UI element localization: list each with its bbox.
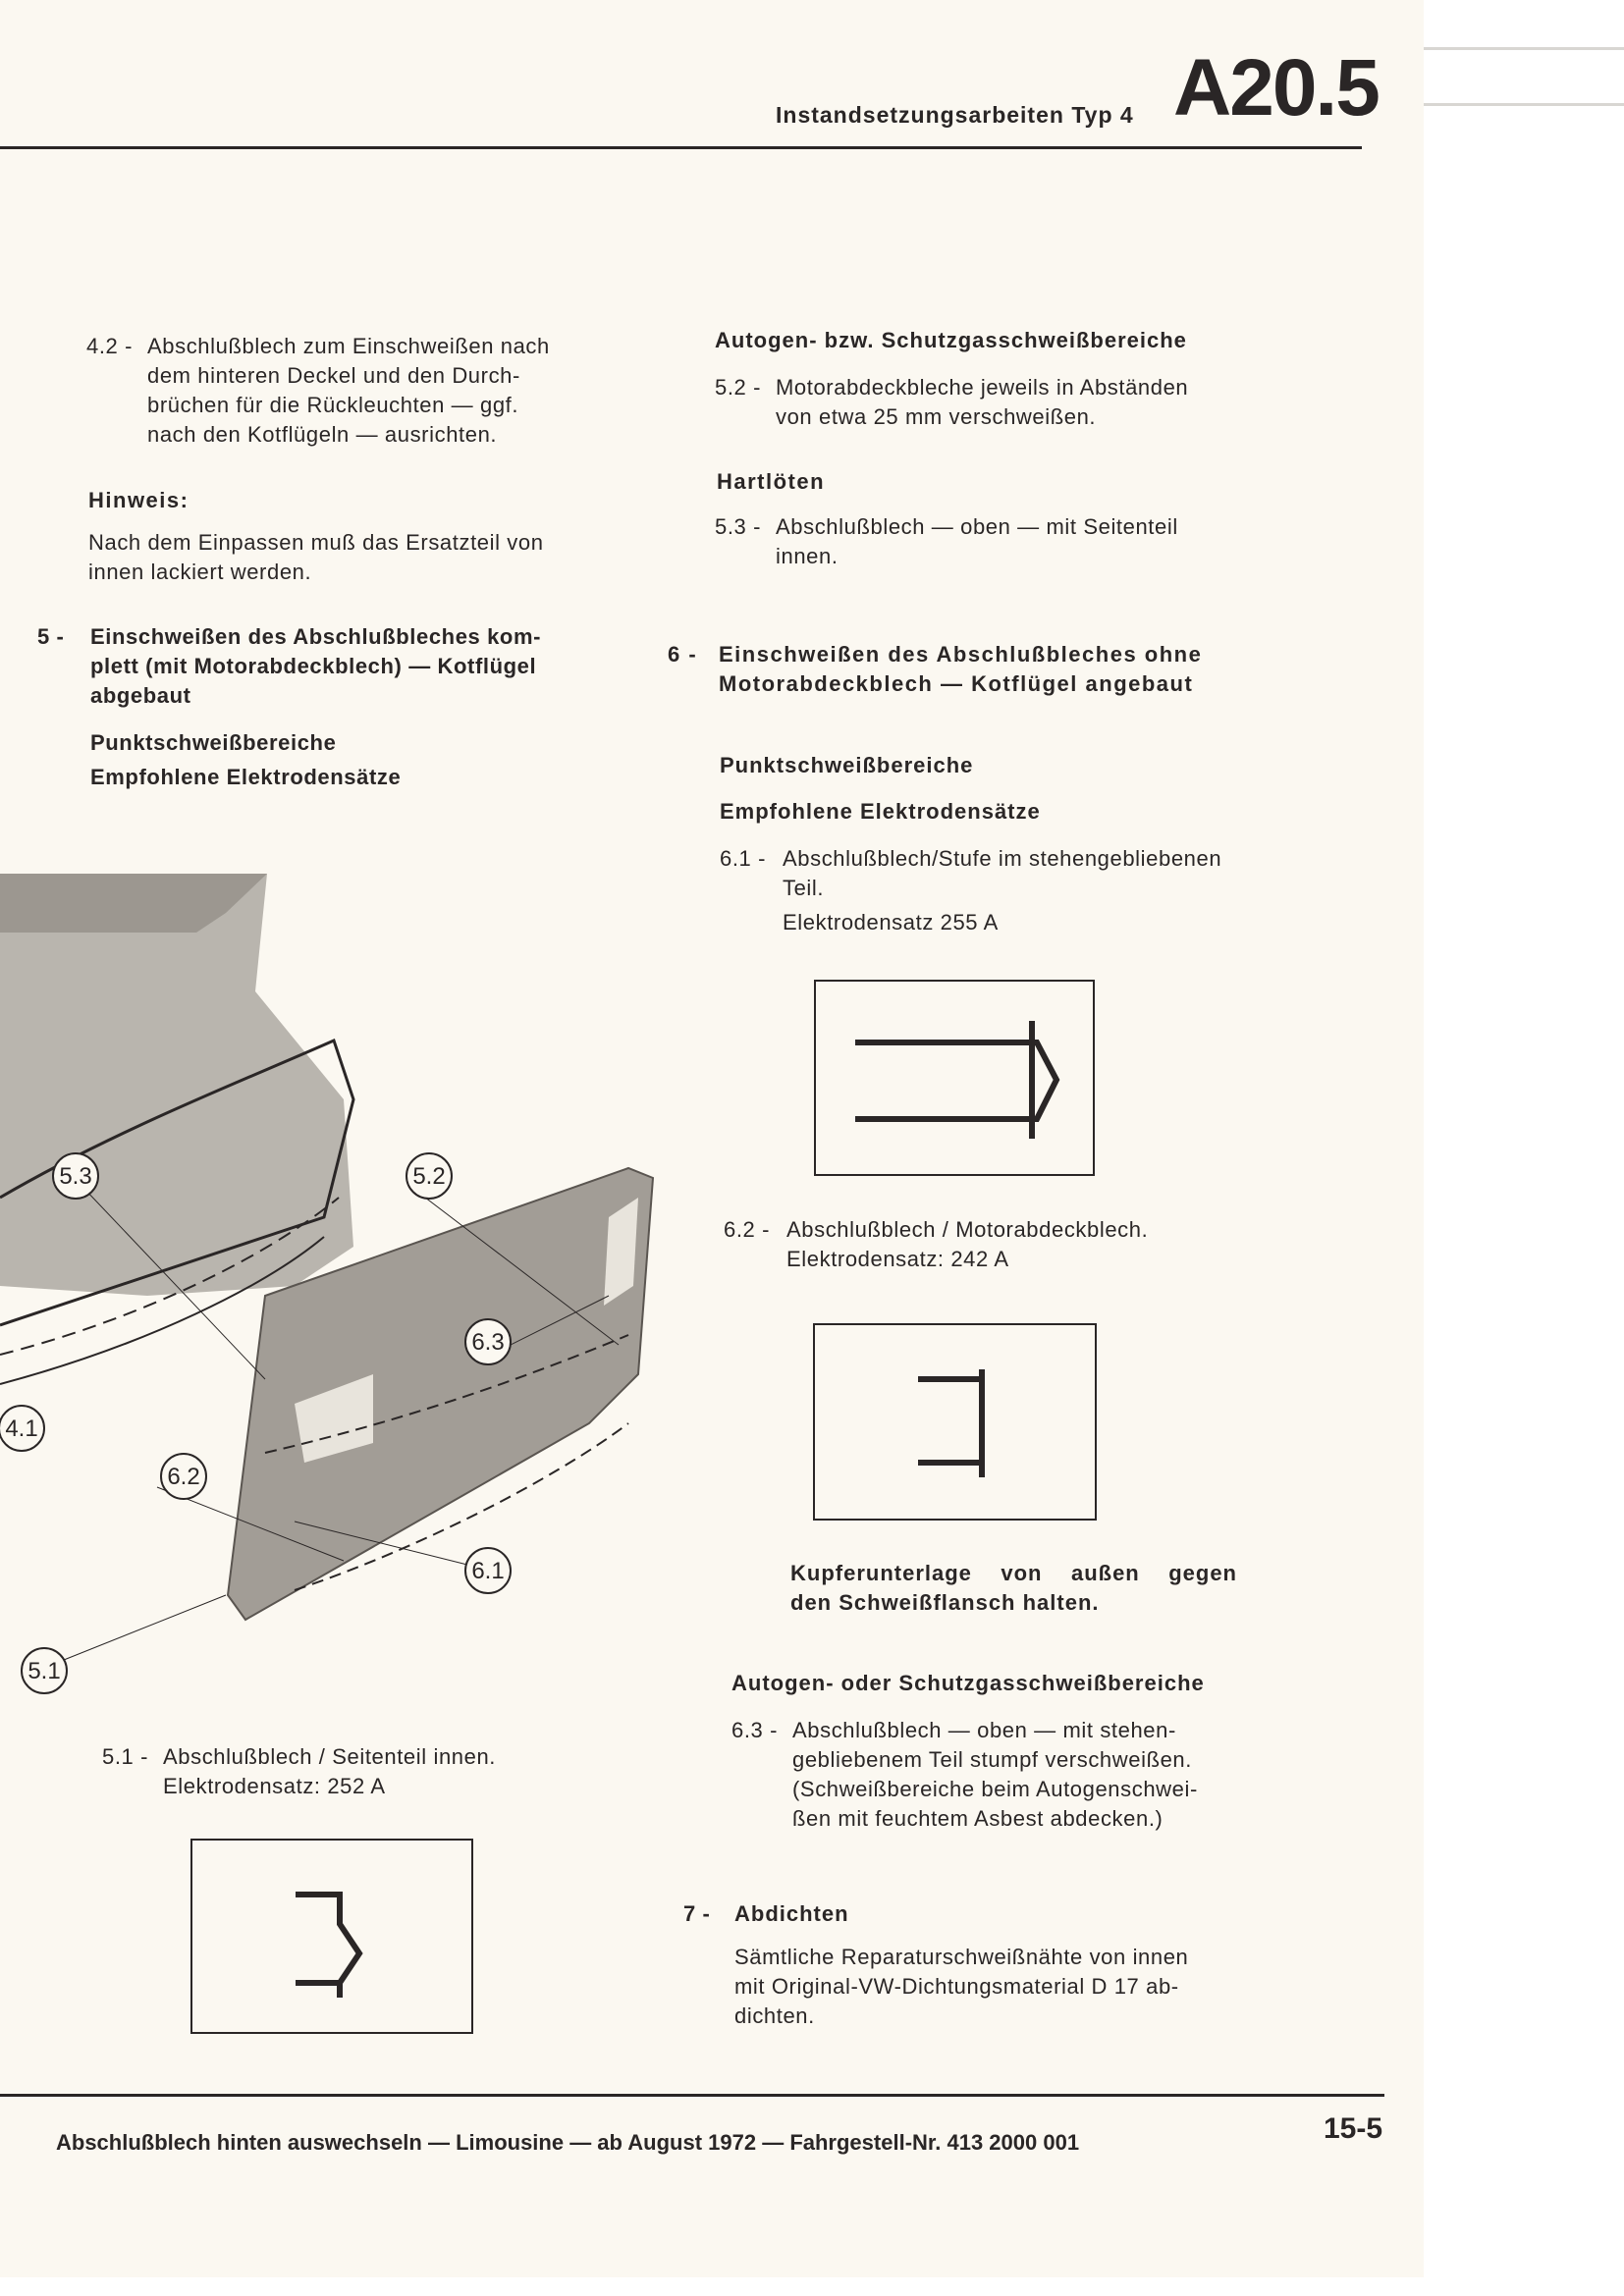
- subheading-spot-weld: Punktschweißbereiche: [90, 730, 337, 755]
- page-number: 15-5: [1324, 2112, 1383, 2145]
- note-text: [88, 528, 599, 587]
- text-line: Einschweißen des Abschlußbleches ohne: [719, 642, 1203, 667]
- electrode-icon: [815, 1325, 1095, 1519]
- text-line: Abschlußblech/Stufe im stehengebliebenen: [783, 846, 1222, 871]
- step-number: 5.1 -: [102, 1744, 149, 1769]
- section-code: A20.5: [1173, 43, 1379, 133]
- text-line: Teil.: [783, 876, 825, 900]
- note-title: Hinweis:: [88, 488, 189, 512]
- text-line: innen.: [776, 544, 839, 568]
- footer-rule: [0, 2094, 1384, 2097]
- text-line: Abschlußblech / Seitenteil innen.: [163, 1744, 496, 1769]
- page-edge: [1424, 47, 1624, 50]
- text-line: Nach dem Einpassen muß das Ersatzteil von: [88, 530, 544, 555]
- step-6-2: [724, 1215, 1148, 1274]
- step-5-1: [102, 1742, 496, 1801]
- text-line: Einschweißen des Abschlußbleches kom-: [90, 624, 542, 649]
- text-line: dichten.: [734, 2003, 815, 2028]
- subheading-electrodes: Empfohlene Elektrodensätze: [90, 765, 402, 789]
- subheading-electrodes: Empfohlene Elektrodensätze: [720, 799, 1041, 824]
- text-line: Abschlußblech — oben — mit stehen-: [792, 1718, 1176, 1742]
- text-line: Motorabdeckblech — Kotflügel angebaut: [719, 671, 1194, 696]
- callout-5-2: 5.2: [412, 1163, 446, 1190]
- callout-5-1: 5.1: [27, 1658, 61, 1684]
- step-title: Abdichten: [734, 1901, 849, 1926]
- callout-6-3: 6.3: [471, 1329, 505, 1356]
- heading-hartloeten: Hartlöten: [717, 469, 826, 494]
- text-line: Sämtliche Reparaturschweißnähte von innen: [734, 1945, 1189, 1969]
- text-line: innen lackiert werden.: [88, 560, 312, 584]
- text-line: gebliebenem Teil stumpf verschweißen.: [792, 1747, 1192, 1772]
- text-line: plett (mit Motorabdeckblech) — Kotflügel: [90, 654, 537, 678]
- electrode-diagram-255a: [814, 980, 1095, 1176]
- electrode-diagram-242a: [813, 1323, 1097, 1521]
- step-number: 7 -: [683, 1901, 711, 1926]
- text-line: mit Original-VW-Dichtungsmaterial D 17 ab-: [734, 1974, 1179, 1999]
- leader-line: [54, 1595, 226, 1664]
- step-number: 6.2 -: [724, 1217, 771, 1242]
- text-line: Kupferunterlage von außen gegen: [790, 1561, 1237, 1585]
- text-line: abgebaut: [90, 683, 191, 708]
- heading-autogen-2: Autogen- oder Schutzgasschweißbereiche: [731, 1671, 1205, 1695]
- step-7: [683, 1899, 1188, 2031]
- text-line: Abschlußblech — oben — mit Seitenteil: [776, 514, 1178, 539]
- step-5: [37, 622, 626, 711]
- step-number: 5 -: [37, 624, 65, 649]
- callout-6-1: 6.1: [471, 1558, 505, 1584]
- text-line: Abschlußblech zum Einschweißen nach: [147, 334, 550, 358]
- callout-4-1: 4.1: [5, 1415, 38, 1442]
- text-line: von etwa 25 mm verschweißen.: [776, 404, 1097, 429]
- header-rule: [0, 146, 1362, 149]
- heading-autogen: Autogen- bzw. Schutzgasschweißbereiche: [715, 328, 1187, 352]
- engine-bay-shading: [0, 874, 353, 1296]
- text-line: Elektrodensatz: 242 A: [786, 1247, 1009, 1271]
- rear-panel-illustration: [0, 874, 668, 1703]
- text-line: Elektrodensatz 255 A: [783, 910, 999, 934]
- step-number: 5.2 -: [715, 375, 762, 400]
- callout-6-2: 6.2: [167, 1464, 200, 1490]
- callout-5-3: 5.3: [59, 1163, 92, 1190]
- step-number: 6.1 -: [720, 846, 767, 871]
- step-5-3: [715, 512, 1178, 571]
- step-number: 6.3 -: [731, 1718, 779, 1742]
- electrode-icon: [816, 982, 1093, 1174]
- step-6: [668, 640, 1202, 699]
- electrode-diagram-252a: [190, 1839, 473, 2034]
- section-title: Instandsetzungsarbeiten Typ 4: [776, 102, 1134, 128]
- step-number: 5.3 -: [715, 514, 762, 539]
- text-line: nach den Kotflügeln — ausrichten.: [147, 422, 498, 447]
- text-line: Elektrodensatz: 252 A: [163, 1774, 386, 1798]
- text-line: den Schweißflansch halten.: [790, 1590, 1100, 1615]
- step-6-1: [720, 844, 1221, 937]
- step-4-2: [86, 332, 597, 450]
- page-edge: [1424, 103, 1624, 106]
- step-number: 4.2 -: [86, 334, 134, 358]
- text-line: (Schweißbereiche beim Autogenschwei-: [792, 1777, 1198, 1801]
- electrode-icon: [192, 1841, 471, 2032]
- footer-title: Abschlußblech hinten auswechseln — Limousine — ab August 1972 — Fahrgestell-Nr. 413 2000 001: [56, 2130, 1080, 2155]
- step-5-2: [715, 373, 1188, 432]
- text-line: brüchen für die Rückleuchten — ggf.: [147, 393, 519, 417]
- step-6-3: [731, 1716, 1198, 1834]
- subheading-spot-weld: Punktschweißbereiche: [720, 753, 974, 777]
- text-line: dem hinteren Deckel und den Durch-: [147, 363, 520, 388]
- step-number: 6 -: [668, 642, 698, 667]
- text-line: ßen mit feuchtem Asbest abdecken.): [792, 1806, 1164, 1831]
- text-line: Abschlußblech / Motorabdeckblech.: [786, 1217, 1149, 1242]
- copper-note: [790, 1559, 1237, 1618]
- text-line: Motorabdeckbleche jeweils in Abständen: [776, 375, 1189, 400]
